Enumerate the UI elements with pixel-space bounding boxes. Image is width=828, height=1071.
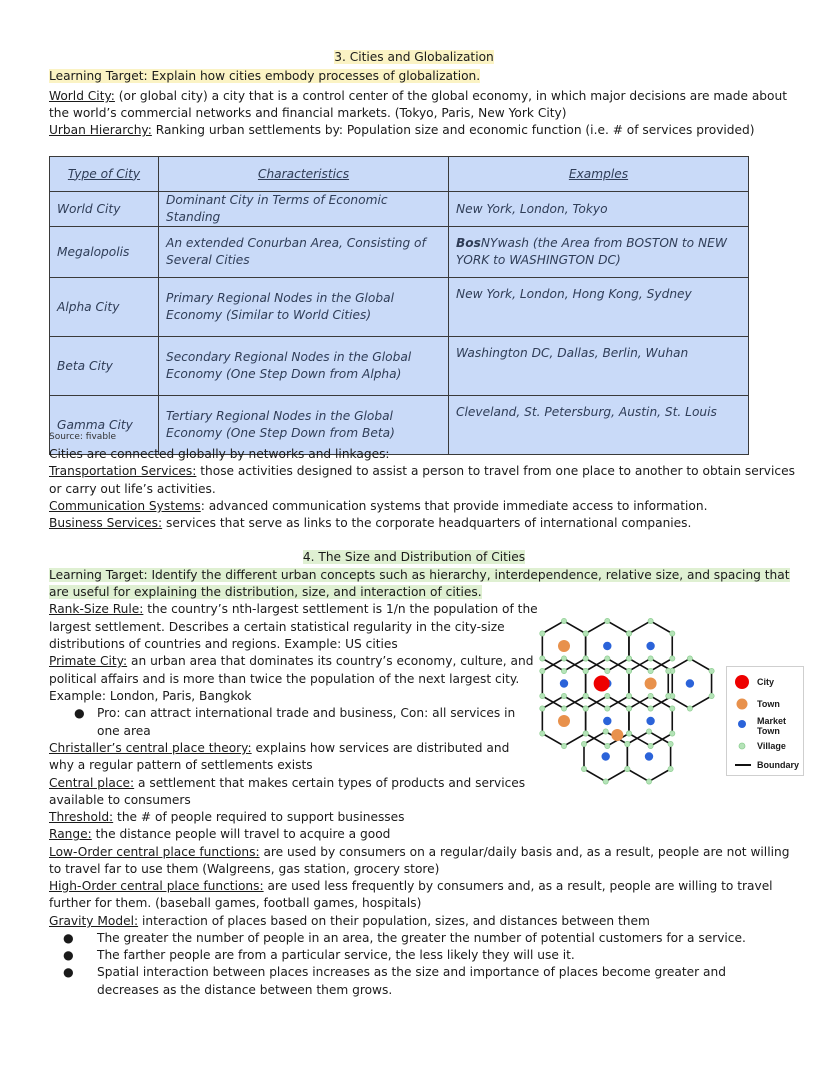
village-node — [540, 731, 545, 736]
village-node — [561, 618, 566, 623]
village-node — [648, 743, 653, 748]
village-node — [605, 693, 610, 698]
village-node — [670, 706, 675, 711]
town-legend-icon — [737, 699, 748, 710]
transport-def: Transportation Services: those activities designed to assist a person to travel from one place to another to obtain services — [49, 464, 795, 478]
village-node — [687, 706, 692, 711]
market-town-legend-icon — [738, 720, 746, 728]
table-row: Megalopolis An extended Conurban Area, Consisting of Several Cities BosNYwash (the Area from BOSTON to NEW YORK to WASHINGTON DC) — [50, 227, 749, 278]
village-node — [605, 743, 610, 748]
village-node — [540, 706, 545, 711]
section3-learning-target: Learning Target: Explain how cities embody processes of globalization. — [49, 69, 481, 83]
village-node — [605, 618, 610, 623]
threshold-def: Threshold: the # of people required to support businesses — [49, 810, 405, 824]
primate-city-def-cont2: Example: London, Paris, Bangkok — [49, 689, 252, 703]
village-node — [648, 668, 653, 673]
central-place-def-cont: available to consumers — [49, 793, 191, 807]
village-node — [626, 656, 631, 661]
village-node — [581, 741, 586, 746]
urban-hierarchy-def: Urban Hierarchy: Ranking urban settlements by: Population size and economic function (i.e. # of services provided) — [49, 123, 755, 137]
primate-city-def-cont: political affairs and is more than twice the population of the next largest city. — [49, 672, 520, 686]
village-node — [583, 731, 588, 736]
christaller-def-cont: why a regular pattern of settlements exists — [49, 758, 313, 772]
village-node — [626, 731, 631, 736]
village-node — [561, 693, 566, 698]
comm-def: Communication Systems: advanced communication systems that provide immediate access to information. — [49, 499, 708, 513]
town-node — [558, 715, 570, 727]
table-header-type: Type of City — [50, 157, 159, 192]
town-node — [611, 729, 623, 741]
rank-size-def-cont: largest settlement. Describes a certain statistical regularity in the city-size — [49, 620, 505, 634]
village-node — [668, 741, 673, 746]
table-source: Source: fivable — [49, 432, 117, 442]
village-node — [561, 656, 566, 661]
market-town-node — [646, 717, 654, 725]
village-node — [581, 766, 586, 771]
gravity-bullet: The greater the number of people in an area, the greater the number of potential customers for a service. — [97, 931, 746, 945]
section4-title: 4. The Size and Distribution of Cities — [302, 550, 526, 564]
market-town-node — [560, 679, 568, 687]
village-node — [646, 779, 651, 784]
village-node — [646, 729, 651, 734]
high-order-def: High-Order central place functions: are used less frequently by consumers and, as a result, people are willing to travel — [49, 879, 773, 893]
central-place-diagram — [532, 616, 722, 808]
central-place-def: Central place: a settlement that makes certain types of products and services — [49, 776, 526, 790]
high-order-def-cont: further for them. (baseball games, football games, hospitals) — [49, 896, 422, 910]
village-node — [583, 693, 588, 698]
legend-village: Village — [757, 741, 786, 751]
village-node — [648, 706, 653, 711]
section4-learning-target-cont: are useful for explaining the distribution, size, and interaction of cities. — [49, 585, 482, 599]
village-node — [605, 668, 610, 673]
village-node — [540, 631, 545, 636]
village-node — [561, 743, 566, 748]
bullet-icon: ● — [74, 706, 85, 720]
city-types-table — [49, 156, 749, 455]
rank-size-def-cont2: distributions of countries and regions. Example: US cities — [49, 637, 398, 651]
village-node — [583, 668, 588, 673]
world-city-def: World City: (or global city) a city that is a control center of the global economy, in which major decisions are made about — [49, 89, 787, 103]
market-town-node — [645, 752, 653, 760]
village-node — [687, 656, 692, 661]
market-town-node — [603, 717, 611, 725]
gravity-bullet-cont: decreases as the distance between them grows. — [97, 983, 393, 997]
bullet-icon: ● — [63, 948, 74, 962]
legend-boundary: Boundary — [757, 760, 800, 770]
town-node — [558, 640, 570, 652]
low-order-def: Low-Order central place functions: are used by consumers on a regular/daily basis and, as a result, people are not willing — [49, 845, 790, 859]
village-node — [648, 656, 653, 661]
village-node — [648, 618, 653, 623]
village-node — [709, 693, 714, 698]
village-node — [561, 668, 566, 673]
village-node — [626, 631, 631, 636]
city-node — [594, 676, 610, 692]
village-node — [561, 706, 566, 711]
diagram-legend — [726, 666, 804, 776]
table-header-characteristics: Characteristics — [159, 157, 449, 192]
networks-intro: Cities are connected globally by networks and linkages: — [49, 447, 390, 461]
table-row: Alpha City Primary Regional Nodes in the Global Economy (Similar to World Cities) New York, London, Hong Kong, Sydney — [50, 278, 749, 337]
village-node — [540, 693, 545, 698]
world-city-def-cont: the world’s commercial networks and financial markets. (Tokyo, Paris, New York City) — [49, 106, 567, 120]
primate-city-def: Primate City: an urban area that dominates its country’s economy, culture, and — [49, 654, 534, 668]
christaller-def: Christaller’s central place theory: explains how services are distributed and — [49, 741, 510, 755]
bullet-icon: ● — [63, 931, 74, 945]
village-node — [626, 706, 631, 711]
village-node — [670, 656, 675, 661]
legend-market-town: Market Town — [757, 716, 787, 736]
village-node — [625, 766, 630, 771]
range-def: Range: the distance people will travel to acquire a good — [49, 827, 391, 841]
table-header-examples: Examples — [449, 157, 749, 192]
pro-con-item: Pro: can attract international trade and business, Con: all services in — [97, 706, 516, 720]
village-node — [540, 668, 545, 673]
market-town-node — [602, 752, 610, 760]
village-node — [625, 741, 630, 746]
village-node — [583, 656, 588, 661]
market-town-node — [686, 679, 694, 687]
village-node — [648, 693, 653, 698]
village-node — [540, 656, 545, 661]
village-node — [709, 668, 714, 673]
section4-learning-target: Learning Target: Identify the different urban concepts such as hierarchy, interdependence, relative size, and spacing that — [49, 568, 790, 582]
village-node — [605, 656, 610, 661]
gravity-bullet: Spatial interaction between places increases as the size and importance of places become greater and — [97, 965, 726, 979]
village-node — [666, 668, 671, 673]
gravity-def: Gravity Model: interaction of places based on their population, sizes, and distances between them — [49, 914, 650, 928]
village-node — [603, 729, 608, 734]
village-node — [605, 706, 610, 711]
gravity-bullet: The farther people are from a particular service, the less likely they will use it. — [97, 948, 575, 962]
low-order-def-cont: to travel far to use them (Walgreens, gas station, grocery store) — [49, 862, 440, 876]
legend-city: City — [757, 677, 775, 687]
town-node — [645, 678, 657, 690]
transport-def-cont: or carry out life’s activities. — [49, 482, 216, 496]
legend-town: Town — [757, 699, 780, 709]
village-node — [626, 693, 631, 698]
village-node — [626, 668, 631, 673]
village-node — [668, 766, 673, 771]
village-node — [603, 779, 608, 784]
village-node — [670, 631, 675, 636]
table-row: Beta City Secondary Regional Nodes in the Global Economy (One Step Down from Alpha) Washington DC, Dallas, Berlin, Wuhan — [50, 337, 749, 396]
village-node — [583, 631, 588, 636]
village-legend-icon — [739, 743, 745, 749]
bullet-icon: ● — [63, 965, 74, 979]
section3-title: 3. Cities and Globalization — [334, 50, 494, 64]
table-row: World City Dominant City in Terms of Economic Standing New York, London, Tokyo — [50, 192, 749, 227]
market-town-node — [646, 642, 654, 650]
village-node — [583, 706, 588, 711]
city-legend-icon — [735, 675, 749, 689]
rank-size-def: Rank-Size Rule: the country’s nth-largest settlement is 1/n the population of the — [49, 602, 538, 616]
market-town-node — [603, 642, 611, 650]
table-row: Gamma City Tertiary Regional Nodes in the Global Economy (One Step Down from Beta) Cleveland, St. Petersburg, Austin, St. Louis — [50, 396, 749, 455]
village-node — [666, 693, 671, 698]
pro-con-item-cont: one area — [97, 724, 151, 738]
business-def: Business Services: services that serve as links to the corporate headquarters of international companies. — [49, 516, 692, 530]
village-node — [670, 731, 675, 736]
